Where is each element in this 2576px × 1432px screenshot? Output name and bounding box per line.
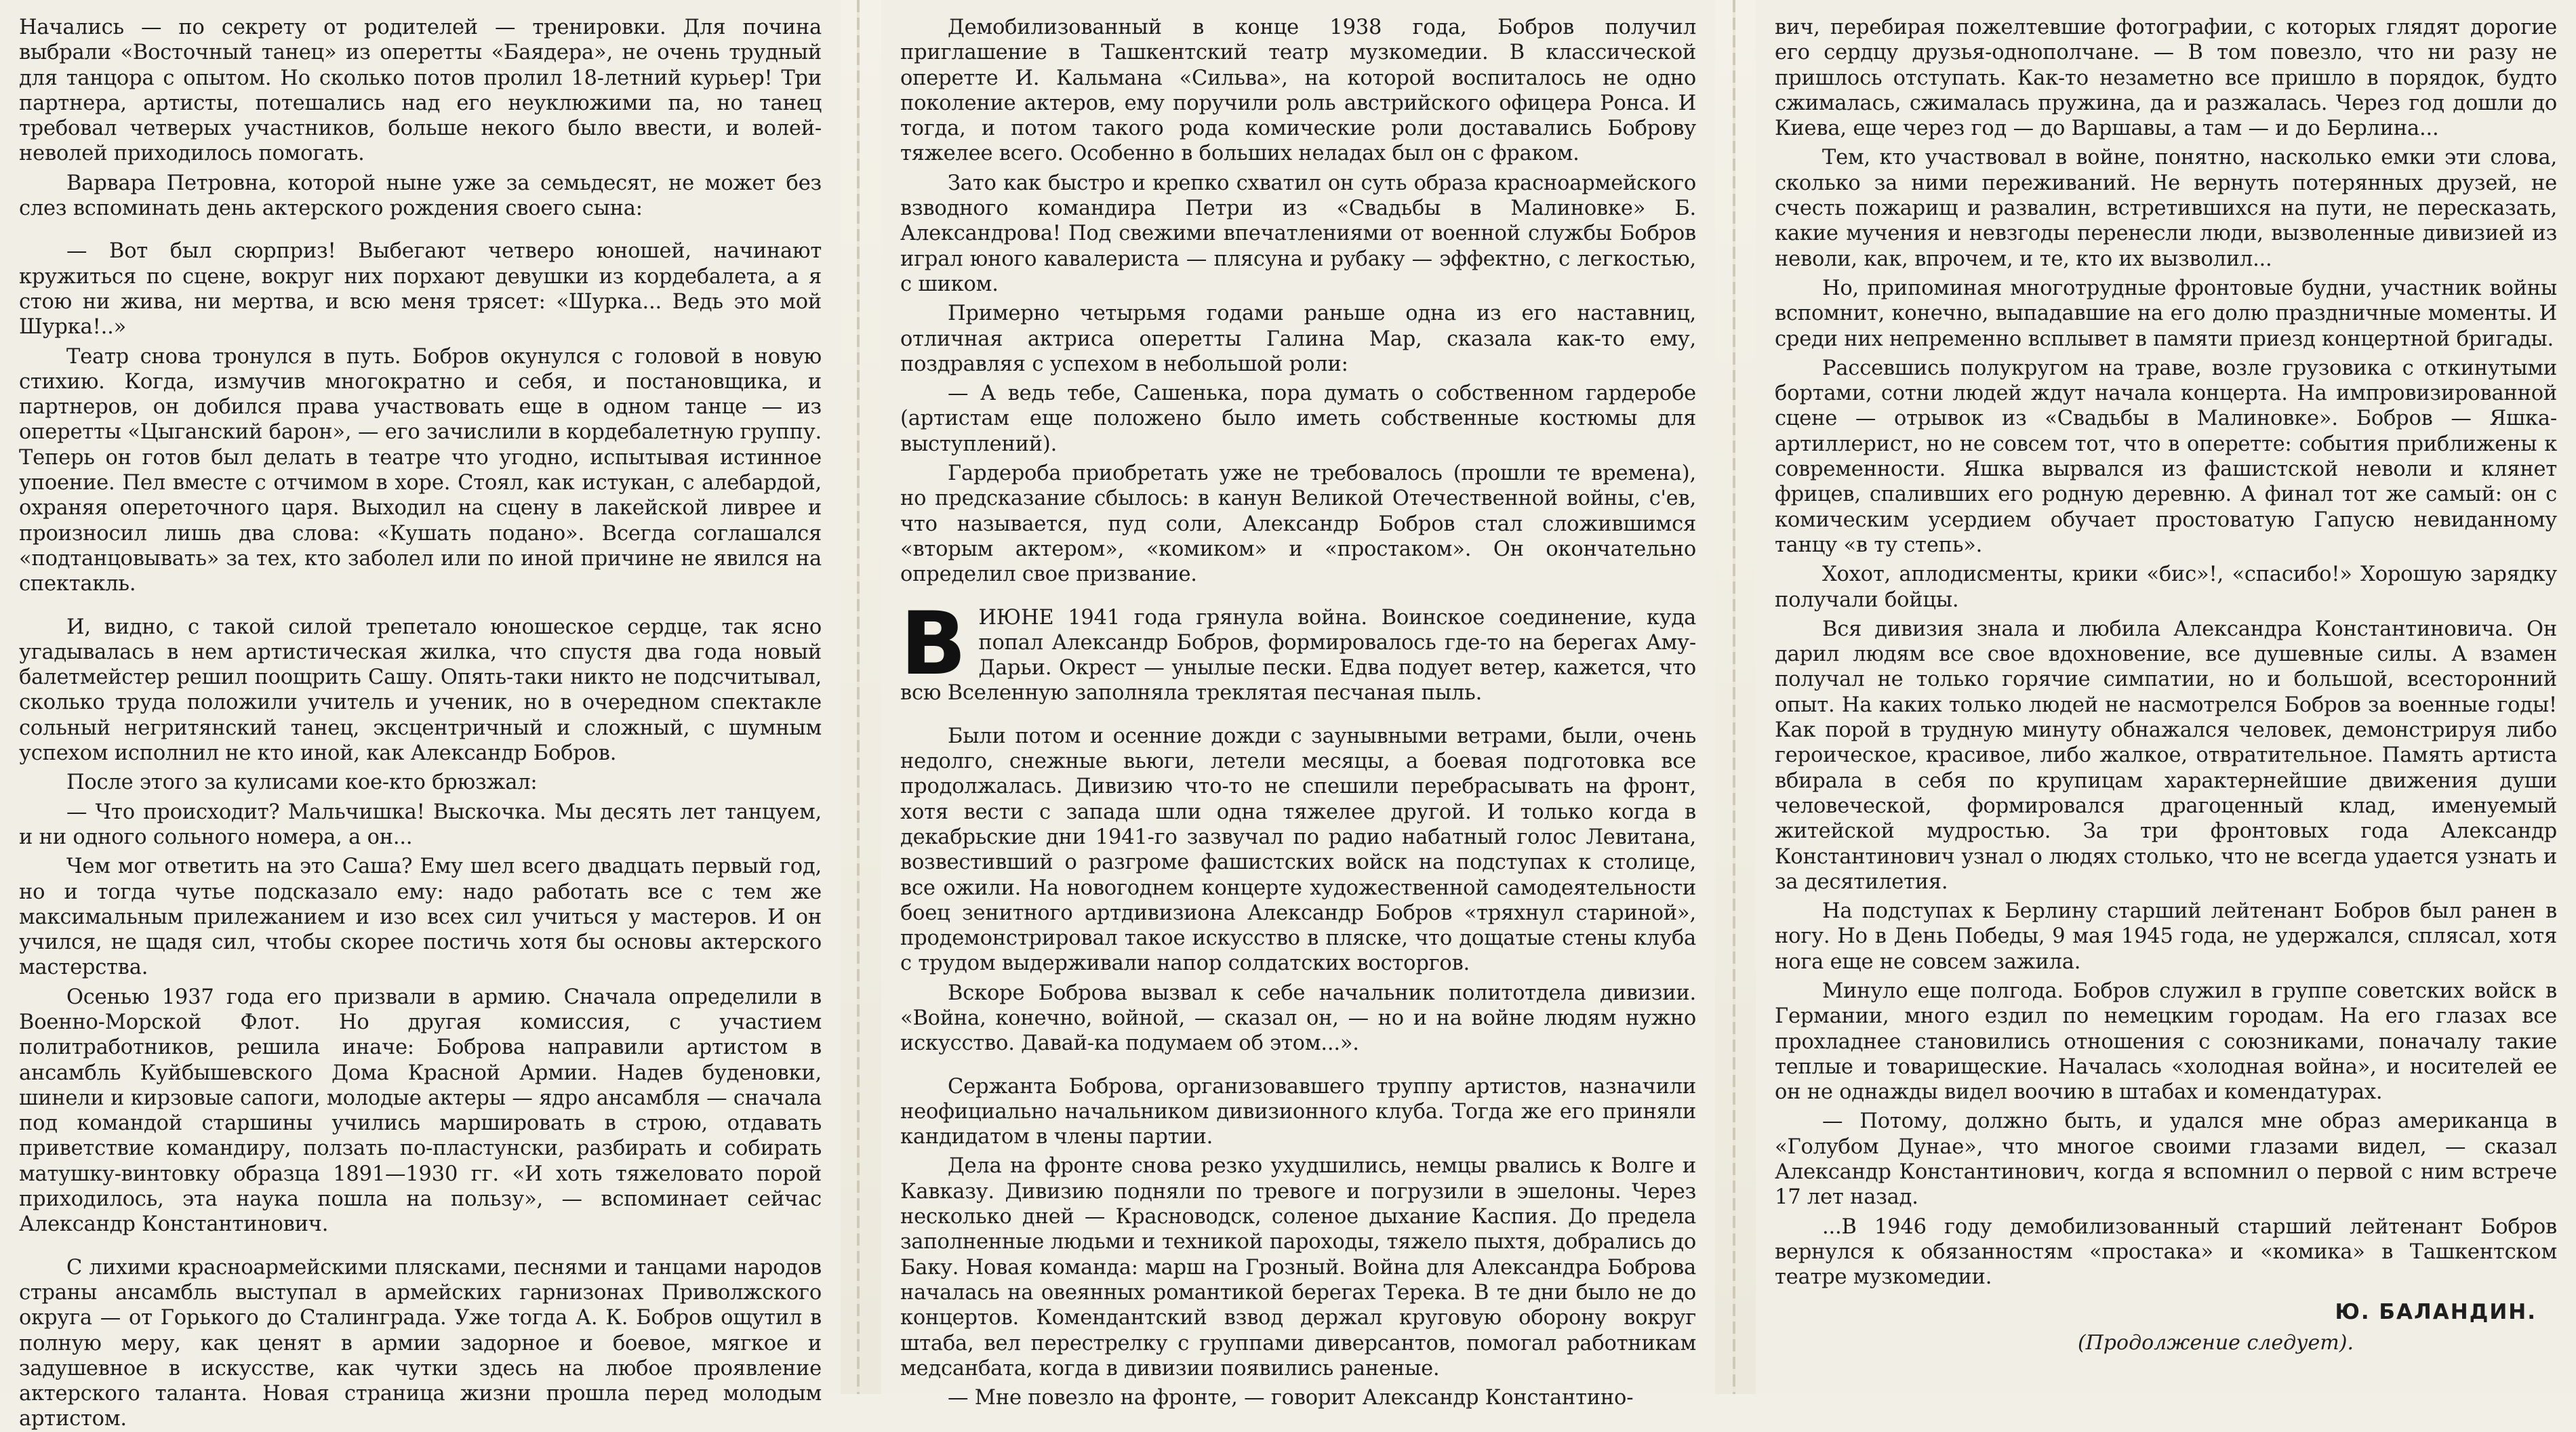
paragraph: Вскоре Боброва вызвал к себе начальник политотдела дивизии. «Война, конечно, войной, — сказал он, — но и на войне людям нужно искусство. Давай-ка подумаем об этом...». <box>900 981 1696 1056</box>
continuation-note: (Продолжение следует). <box>2077 1330 2354 1355</box>
paragraph: Тем, кто участвовал в войне, понятно, насколько емки эти слова, сколько за ними переживаний. Не вернуть потерянных друзей, не счесть пожарищ и развалин, встретившихся на пути, не пересказать, какие мучения и невзгоды перенесли люди, вызволенные дивизией из неволи, как, впрочем, и те, кто их вызволил... <box>1775 146 2557 271</box>
column-divider <box>857 0 860 1394</box>
paragraph: вич, перебирая пожелтевшие фотографии, с которых глядят дорогие его сердцу друзья-однополчане. — В том повезло, что ни разу не пришлось отступать. Как-то незаметно все пришло в порядок, будто сжималась, сжималась пружина, да и разжалась. Через год дошли до Киева, еще через год — до Варшавы, а там — и до Берлина... <box>1775 16 2557 141</box>
paragraph: Хохот, аплодисменты, крики «бис»!, «спасибо!» Хорошую зарядку получали бойцы. <box>1775 562 2557 612</box>
author-signature: Ю. БАЛАНДИН. <box>2335 1299 2537 1324</box>
paragraph: На подступах к Берлину старший лейтенант Бобров был ранен в ногу. Но в День Победы, 9 мая 1945 года, не удержался, сплясал, хотя нога еще не совсем зажила. <box>1775 899 2557 974</box>
paragraph: ...В 1946 году демобилизованный старший лейтенант Бобров вернулся к обязанностям «простака» и «комика» в Ташкентском театре музкомедии. <box>1775 1214 2557 1290</box>
paragraph: Были потом и осенние дожди с заунывными ветрами, были, очень недолго, снежные вьюги, летели месяцы, а боевая подготовка все продолжалась. Дивизию что-то не спешили перебрасывать на фронт, хотя вести с запада шли одна тяжелее другой. И только когда в декабрьские дни 1941-го зазвучал по радио набатный голос Левитана, возвестивший о разгроме фашистских войск на подступах к столице, все ожили. На новогоднем концерте художественной самодеятельности боец зенитного артдивизиона Александр Бобров «тряхнул стариной», продемонстрировал такое искусство в пляске, что дощатые стены клуба с трудом выдерживали напор солдатских восторгов. <box>900 724 1696 976</box>
paragraph: Рассевшись полукругом на траве, возле грузовика с откинутыми бортами, сотни людей ждут начала концерта. На импровизированной сцене — отрывок из «Свадьбы в Малиновке». Бобров — Яшка-артиллерист, но не совсем тот, что в оперетте: события приближены к современности. Яшка вырвался из фашистской неволи и клянет фрицев, спаливших его родную деревню. А финал тот же самый: он с комическим усердием обучает простоватую Гапусю невиданному танцу «в ту степь». <box>1775 356 2557 557</box>
column-divider <box>1733 0 1735 1394</box>
paragraph: После этого за кулисами кое-кто брюзжал: <box>66 771 538 795</box>
article-column-3 <box>1756 0 2576 1394</box>
paragraph: Вся дивизия знала и любила Александра Константиновича. Он дарил людям все свое вдохновение, все душевные силы. А взамен получал не только горячие симпатии, но и большой, всесторонний опыт. На каких только людей не насмотрелся Бобров за военные годы! Как порой в трудную минуту обнажался человек, демонстрируя либо героическое, красивое, либо жалкое, отвратительное. Память артиста вбирала в себя по крупицам характернейшие движения души человеческой, формировался драгоценный клад, именуемый житейской мудростью. За три фронтовых года Александр Константинович узнал о людях столько, что не всегда удается узнать и за десятилетия. <box>1775 617 2557 894</box>
paragraph: — А ведь тебе, Сашенька, пора думать о собственном гардеробе (артистам еще положено было иметь собственные костюмы для выступлений). <box>900 382 1696 456</box>
paragraph: Демобилизованный в конце 1938 года, Бобров получил приглашение в Ташкентский театр музкомедии. В классической оперетте И. Кальмана «Сильва», на которой воспиталось не одно поколение актеров, ему поручили роль австрийского офицера Ронса. И тогда, и потом такого рода комические роли доставались Боброву тяжелее всего. Особенно в больших неладах был он с фраком. <box>900 16 1696 166</box>
paragraph: Осенью 1937 года его призвали в армию. Сначала определили в Военно-Морской Флот. Но другая комиссия, с участием политработников, решила иначе: Боброва направили артистом в ансамбль Куйбышевского Дома Красной Армии. Надев буденовки, шинели и кирзовые сапоги, молодые актеры — ядро ансамбля — сначала под командой старшины учились маршировать в строю, отдавать приветствие командиру, ползать по-пластунски, разбирать и собирать матушку-винтовку образца 1891—1930 гг. «И хоть тяжеловато порой приходилось, эта наука пошла на пользу», — вспоминает сейчас Александр Константинович. <box>19 985 822 1237</box>
paragraph: Но, припоминая многотрудные фронтовые будни, участник войны вспомнит, конечно, выпадавшие на его долю праздничные моменты. И среди них непременно всплывет в памяти приезд концертной бригады. <box>1775 276 2557 351</box>
article-column-2 <box>881 0 1715 1410</box>
article-column-1 <box>0 0 841 1431</box>
paragraph: Гардероба приобретать уже не требовалось (прошли те времена), но предсказание сбылось: в канун Великой Отечественной войны, с'ев, что называется, пуд соли, Александр Бобров стал сложившимся «вторым актером», «комиком» и «простаком». Он окончательно определил свое призвание. <box>900 462 1696 587</box>
paragraph: — Потому, должно быть, и удался мне образ американца в «Голубом Дунае», что многое своими глазами видел, — сказал Александр Константинович, когда я вспомнил о первой с ним встрече 17 лет назад. <box>1775 1109 2557 1210</box>
dropcap-paragraph <box>900 593 1696 706</box>
paragraph: Минуло еще полгода. Бобров служил в группе советских войск в Германии, много ездил по немецким городам. На его глазах все прохладнее становились отношения с союзниками, поначалу такие теплые и товарищеские. Началась «холодная война», и носителей ее он не однажды видел воочию в штабах и комендатурах. <box>1775 979 2557 1105</box>
paragraph: И, видно, с такой силой трепетало юношеское сердце, так ясно угадывалась в нем артистическая жилка, что спустя два года новый балетмейстер решил поощрить Сашу. Опять-таки никто не подсчитывал, сколько труда положили учитель и ученик, но в очередном спектакле сольный негритянский танец, эксцентричный и сложный, с шумным успехом исполнил не кто иной, как Александр Бобров. <box>19 615 822 766</box>
paragraph: Дела на фронте снова резко ухудшились, немцы рвались к Волге и Кавказу. Дивизию подняли по тревоге и погрузили в эшелоны. Через несколько дней — Красноводск, соленое дыхание Каспия. До предела заполненные людьми и техникой пароходы, тяжело пыхтя, добрались до Баку. Новая команда: марш на Грозный. Война для Александра Боброва началась на овеянных романтикой берегах Терека. В те дни было не до концертов. Комендантский взвод держал круговую оборону вокруг штаба, вел перестрелку с группами диверсантов, помогал работникам медсанбата, когда в дивизии появились раненые. <box>900 1154 1696 1380</box>
paragraph: Примерно четырьмя годами раньше одна из его наставниц, отличная актриса оперетты Галина Мар, сказала как-то ему, поздравляя с успехом в небольшой роли: <box>900 302 1696 376</box>
paragraph: Театр снова тронулся в путь. Бобров окунулся с головой в новую стихию. Когда, измучив многократно и себя, и постановщика, и партнеров, он добился права участвовать еще в одном танце — из оперетты «Цыганский барон», — его зачислили в кордебалетную группу. Теперь он готов был делать в театре что угодно, испытывая истинное упоение. Пел вместе с отчимом в хоре. Стоял, как истукан, с алебардой, охраняя опереточного царя. Выходил на сцену в лакейской ливрее и произносил лишь два слова: «Кушать подано». Всегда соглашался «подтанцовывать» за тех, кто заболел или по иной причине не явился на спектакль. <box>19 344 822 596</box>
dropcap-letter: В <box>900 593 967 695</box>
paragraph: — Мне повезло на фронте, — говорит Александр Константино- <box>948 1386 1634 1410</box>
paragraph: Варвара Петровна, которой ныне уже за семьдесят, не может без слез вспоминать день актерского рождения своего сына: <box>19 171 822 221</box>
paragraph: С лихими красноармейскими плясками, песнями и танцами народов страны ансамбль выступал в армейских гарнизонах Приволжского округа — от Горького до Сталинграда. Уже тогда А. К. Бобров ощутил в полную меру, как ценят в армии задорное и боевое, мягкое и задушевное в искусстве, как чутки здесь на любое проявление актерского таланта. Новая страница жизни прошла перед молодым артистом. <box>19 1255 822 1431</box>
paragraph: Сержанта Боброва, организовавшего труппу артистов, назначили неофициально начальником дивизионного клуба. Тогда же его приняли кандидатом в члены партии. <box>900 1074 1696 1149</box>
paragraph: — Что происходит? Мальчишка! Выскочка. Мы десять лет танцуем, и ни одного сольного номера, а он... <box>19 800 822 849</box>
paragraph: Чем мог ответить на это Саша? Ему шел всего двадцать первый год, но и тогда чутье подсказало ему: надо работать все с тем же максимальным прилежанием и изо всех сил учиться у мастеров. И он учился, не щадя сил, чтобы скорее постичь хотя бы основы актерского мастерства. <box>19 855 822 980</box>
paragraph: Начались — по секрету от родителей — тренировки. Для почина выбрали «Восточный танец» из оперетты «Баядера», не очень трудный для танцора с опытом. Но сколько потов пролил 18-летний курьер! Три партнера, артисты, потешались над его неуклюжими па, но танец требовал четверых участников, больше некого было ввести, и волей-неволей приходилось помогать. <box>19 16 822 166</box>
paragraph: Зато как быстро и крепко схватил он суть образа красноармейского взводного командира Петри из «Свадьбы в Малиновке» Б. Александрова! Под свежими впечатлениями от военной службы Бобров играл юного кавалериста — плясуна и рубаку — эффектно, с легкостью, с шиком. <box>900 171 1696 296</box>
paragraph: — Вот был сюрприз! Выбегают четверо юношей, начинают кружиться по сцене, вокруг них порхают девушки из кордебалета, а я стою ни жива, ни мертва, и всю меня трясет: «Шурка... Ведь это мой Шурка!..» <box>19 239 822 340</box>
dropcap-text: ИЮНЕ 1941 года грянула война. Воинское соединение, куда попал Александр Бобров, формировалось где-то на берегах Аму-Дарьи. Окрест — унылые пески. Едва подует ветер, кажется, что всю Вселенную заполняла треклятая песчаная пыль. <box>900 605 1696 705</box>
